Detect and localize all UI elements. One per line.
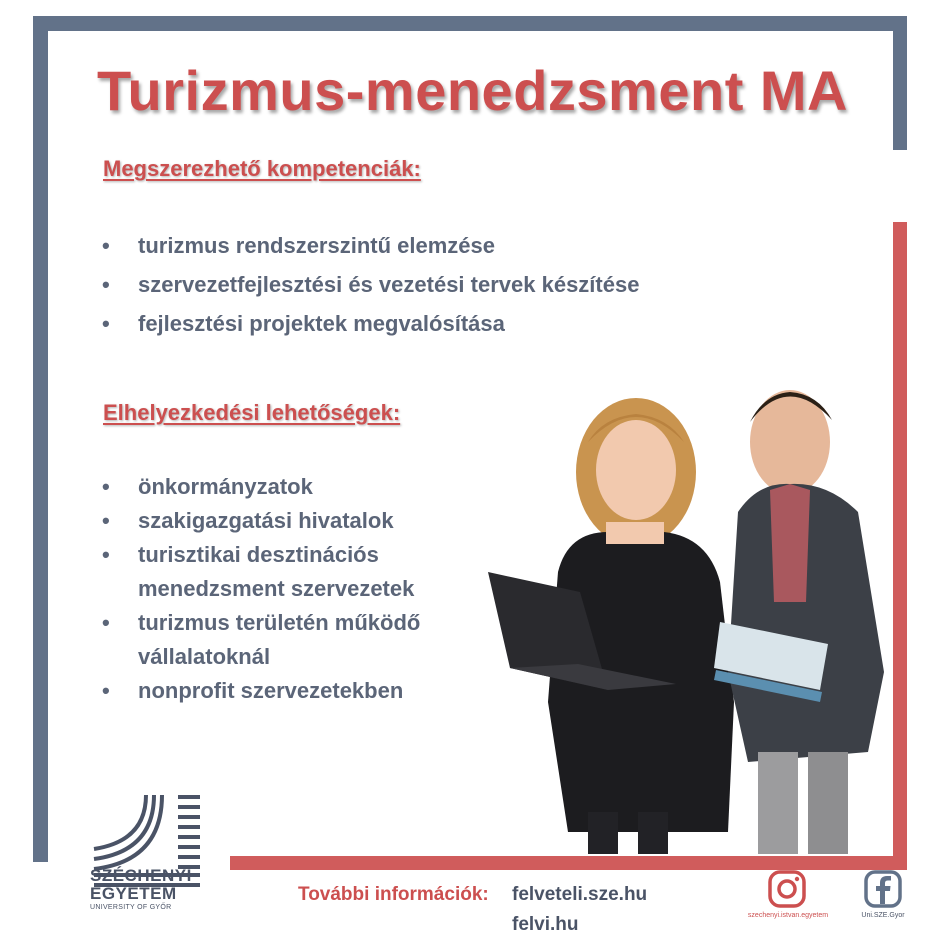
career-item-continuation: menedzsment szervezetek [138, 576, 415, 601]
frame-right-red-bar [893, 222, 907, 870]
logo-text-line3: UNIVERSITY OF GYŐR [90, 904, 172, 911]
competencies-heading: Megszerezhető kompetenciák: [103, 156, 421, 181]
instagram-icon[interactable] [768, 870, 806, 908]
frame-top-bar [33, 16, 907, 31]
admission-link[interactable]: felveteli.sze.hu [512, 884, 648, 905]
competency-item: • fejlesztési projektek megvalósítása [100, 307, 639, 341]
facebook-icon[interactable] [864, 870, 902, 908]
career-item: • nonprofit szervezetekben [100, 674, 420, 708]
competencies-list [100, 229, 639, 341]
instagram-handle[interactable]: szechenyi.istvan.egyetem [747, 912, 829, 919]
frame-left-bar [33, 16, 48, 862]
careers-list [100, 470, 420, 708]
competency-item: • turizmus rendszerszintű elemzése [100, 229, 639, 263]
logo-text-line1: SZÉCHENYI [90, 866, 192, 885]
career-item: • turisztikai desztinációs [100, 538, 420, 572]
students-photo [488, 372, 888, 854]
page-title: Turizmus-menedzsment MA [97, 59, 848, 122]
careers-heading: Elhelyezkedési lehetőségek: [103, 400, 401, 425]
facebook-handle[interactable]: Uni.SZE.Gyor [861, 912, 905, 919]
career-item: • önkormányzatok [100, 470, 420, 504]
frame-bottom-red-bar [230, 856, 907, 870]
career-item: • szakigazgatási hivatalok [100, 504, 420, 538]
info-label: További információk: [298, 884, 489, 905]
competency-item: • szervezetfejlesztési és vezetési tervek készítése [100, 268, 639, 302]
logo-text-line2: EGYETEM [90, 884, 177, 903]
felvi-link[interactable]: felvi.hu [512, 914, 579, 935]
career-item-continuation: vállalatoknál [138, 644, 271, 669]
career-item: • turizmus területén működő [100, 606, 420, 640]
